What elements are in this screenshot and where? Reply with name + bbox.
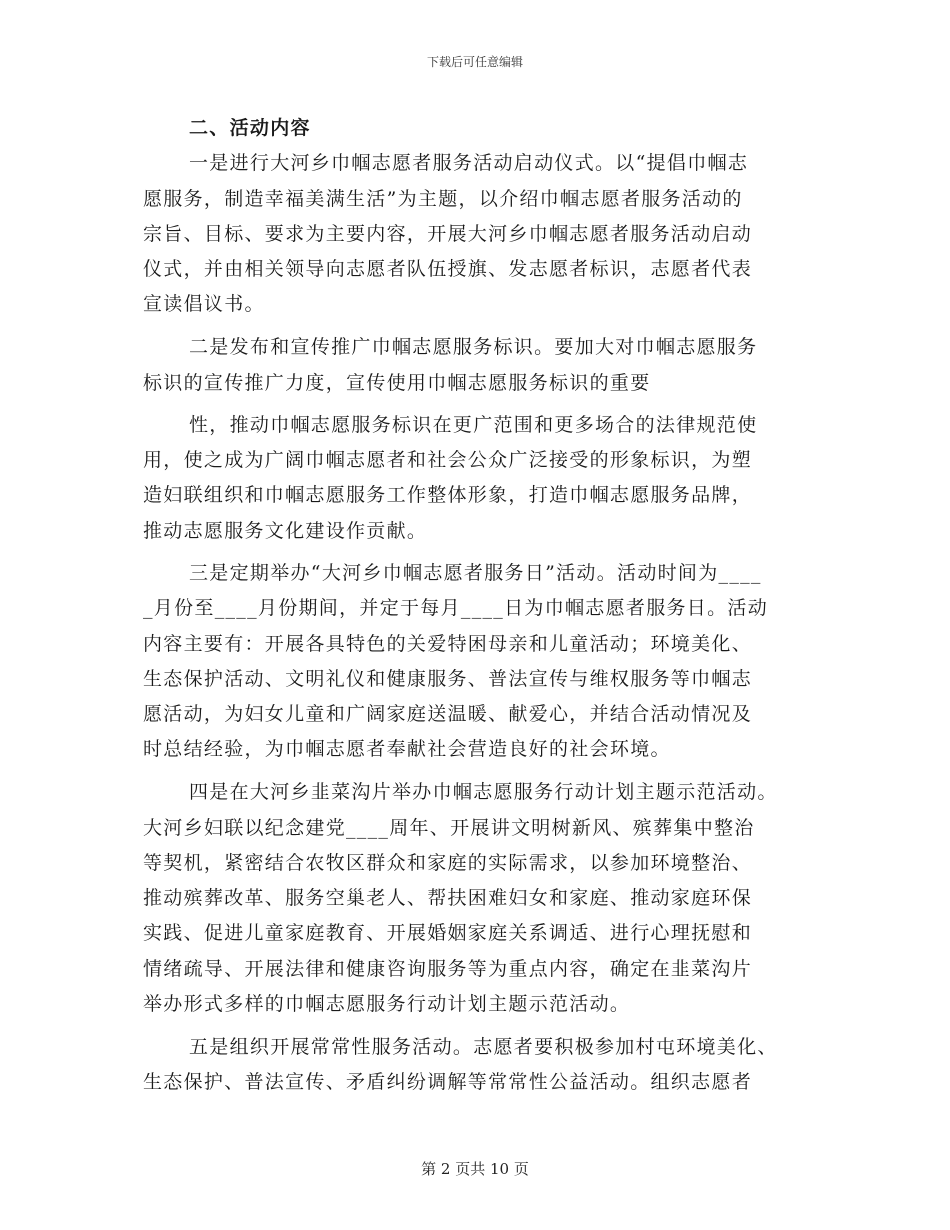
text-line: 一是进行大河乡巾帼志愿者服务活动启动仪式。以“提倡巾帼志	[189, 152, 749, 174]
text-line: _月份至____月份期间，并定于每月____日为巾帼志愿者服务日。活动	[143, 597, 769, 619]
text-line: 四是在大河乡韭菜沟片举办巾帼志愿服务行动计划主题示范活动。	[189, 781, 778, 803]
text-line: 推动志愿服务文化建设作贡献。	[143, 520, 428, 542]
text-line: 时总结经验，为巾帼志愿者奉献社会营造良好的社会环境。	[143, 738, 671, 760]
text-line: 愿活动，为妇女儿童和广阔家庭送温暖、献爱心，并结合活动情况及	[143, 703, 753, 725]
text-line: 生态保护、普法宣传、矛盾纠纷调解等常常性公益活动。组织志愿者	[143, 1071, 753, 1093]
text-line: 实践、促进儿童家庭教育、开展婚姻家庭关系调适、进行心理抚慰和	[143, 922, 753, 944]
text-line: 推动殡葬改革、服务空巢老人、帮扶困难妇女和家庭、推动家庭环保	[143, 887, 753, 909]
text-line: 愿服务，制造幸福美满生活”为主题，以介绍巾帼志愿者服务活动的	[143, 188, 743, 210]
text-line: 举办形式多样的巾帼志愿服务行动计划主题示范活动。	[143, 993, 631, 1015]
page-header: 下载后可任意编辑	[426, 55, 523, 69]
text-line: 内容主要有：开展各具特色的关爱特困母亲和儿童活动；环境美化、	[143, 633, 753, 655]
page-footer: 第 2 页共 10 页	[421, 1160, 529, 1178]
text-line: 宣读倡议书。	[143, 293, 265, 315]
text-line: 用，使之成为广阔巾帼志愿者和社会公众广泛接受的形象标识，为塑	[143, 449, 753, 471]
text-line: 造妇联组织和巾帼志愿服务工作整体形象，打造巾帼志愿服务品牌，	[143, 484, 753, 506]
text-line: 二是发布和宣传推广巾帼志愿服务标识。要加大对巾帼志愿服务	[189, 336, 758, 358]
text-line: 五是组织开展常常性服务活动。志愿者要积极参加村屯环境美化、	[189, 1036, 778, 1058]
text-line: 情绪疏导、开展法律和健康咨询服务等为重点内容，确定在韭菜沟片	[143, 958, 753, 980]
text-line: 仪式，并由相关领导向志愿者队伍授旗、发志愿者标识，志愿者代表	[143, 258, 753, 280]
text-line: 性，推动巾帼志愿服务标识在更广范围和更多场合的法律规范使	[189, 414, 758, 436]
text-line: 等契机，紧密结合农牧区群众和家庭的实际需求，以参加环境整治、	[143, 852, 753, 874]
text-line: 大河乡妇联以纪念建党____周年、开展讲文明树新风、殡葬集中整治	[143, 817, 755, 839]
text-line: 宗旨、目标、要求为主要内容，开展大河乡巾帼志愿者服务活动启动	[143, 223, 753, 245]
text-line: 标识的宣传推广力度，宣传使用巾帼志愿服务标识的重要	[143, 372, 651, 394]
section-heading: 二、活动内容	[189, 117, 311, 139]
text-line: 三是定期举办“大河乡巾帼志愿者服务日”活动。活动时间为____	[189, 562, 762, 584]
text-line: 生态保护活动、文明礼仪和健康服务、普法宣传与维权服务等巾帼志	[143, 668, 753, 690]
